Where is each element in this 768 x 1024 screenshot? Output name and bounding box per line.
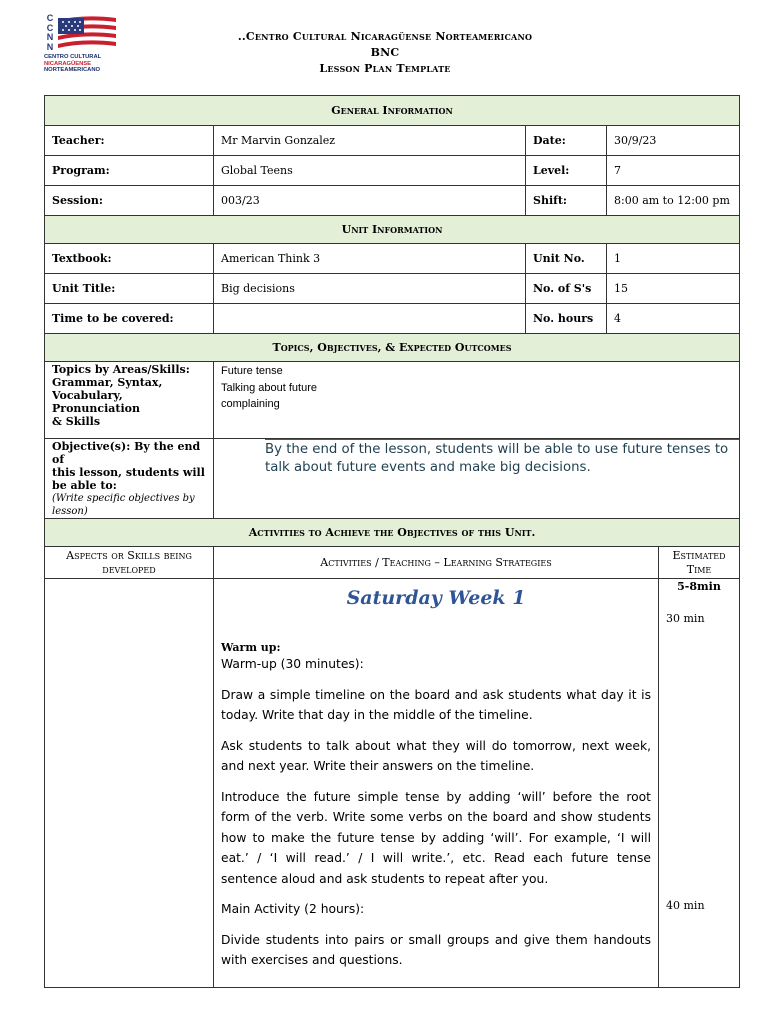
time-value: 40 min [666, 899, 705, 912]
section-unit-information: Unit Information [45, 216, 740, 244]
hours-value: 4 [607, 304, 740, 334]
lesson-plan-table [44, 95, 740, 988]
topics-list [214, 362, 740, 439]
list-item: Future tense [221, 365, 283, 377]
activity-paragraph: Introduce the future simple tense by adding ‘will’ before the root form of the verb. Write some verbs on the board and show students how to make the future tense by adding ‘will’. For example, ‘I will eat.’ / ‘I will read.’ / I will write.’, etc. Read each future tense sentence aloud and ask students to repeat after you. [221, 789, 651, 886]
shift-value: 8:00 am to 12:00 pm [607, 186, 740, 216]
header-bnc: BNC [370, 46, 400, 59]
activities-cell [214, 579, 659, 988]
logo-letters: C C N N [46, 13, 54, 52]
level-value: 7 [607, 156, 740, 186]
header-institution: ..Centro Cultural Nicaragüense Norteamericano [237, 30, 533, 43]
level-label: Level: [526, 156, 607, 186]
date-value: 30/9/23 [607, 126, 740, 156]
ccnn-logo [44, 14, 118, 78]
teacher-label: Teacher: [45, 126, 214, 156]
activity-paragraph: Ask students to talk about what they will do tomorrow, next week, and next year. Write their answers on the timeline. [221, 738, 651, 773]
col-activities-header: Activities / Teaching – Learning Strategies [214, 547, 659, 579]
textbook-label: Textbook: [45, 244, 214, 274]
topics-label: Topics by Areas/Skills: Grammar, Syntax, Vocabulary, Pronunciation & Skills [45, 362, 214, 439]
main-activity-paragraph: Divide students into pairs or small groups and give them handouts with exercises and questions. [221, 932, 651, 967]
col-aspects-header: Aspects or Skills being developed [45, 547, 214, 579]
section-topics-objectives: Topics, Objectives, & Expected Outcomes [45, 334, 740, 362]
time-covered-label: Time to be covered: [45, 304, 214, 334]
textbook-value: American Think 3 [214, 244, 526, 274]
teacher-value: Mr Marvin Gonzalez [214, 126, 526, 156]
shift-label: Shift: [526, 186, 607, 216]
objectives-note: (Write specific objectives by lesson) [52, 493, 195, 517]
list-item: Talking about future [221, 381, 318, 394]
date-label: Date: [526, 126, 607, 156]
col-time-header: Estimated Time [659, 547, 740, 579]
students-count-value: 15 [607, 274, 740, 304]
unit-title-label: Unit Title: [45, 274, 214, 304]
students-count-label: No. of S's [526, 274, 607, 304]
activity-paragraph: Draw a simple timeline on the board and ask students what day it is today. Write that day in the middle of the timeline. [221, 687, 651, 722]
time-value: 5-8min [677, 580, 721, 593]
section-activities: Activities to Achieve the Objectives of this Unit. [45, 519, 740, 547]
hours-label: No. hours [526, 304, 607, 334]
logo-caption: CENTRO CULTURAL NICARAGÜENSE NORTEAMERICANO [44, 54, 102, 74]
unit-no-label: Unit No. [526, 244, 607, 274]
aspects-cell [45, 579, 214, 988]
unit-no-value: 1 [607, 244, 740, 274]
section-general-information: General Information [45, 96, 740, 126]
list-item: complaining [221, 398, 280, 410]
time-cell [659, 579, 740, 988]
time-covered-value [214, 304, 526, 334]
warmup-label: Warm up: [221, 641, 281, 654]
header-template-title: Lesson Plan Template [319, 62, 451, 75]
program-value: Global Teens [214, 156, 526, 186]
main-activity-heading: Main Activity (2 hours): [221, 902, 365, 916]
objectives-label: Objective(s): By the end of this lesson, students will be able to: (Write specific objectives by lesson) [45, 439, 214, 519]
program-label: Program: [45, 156, 214, 186]
warmup-heading: Warm-up (30 minutes): [221, 657, 364, 671]
objective-text: By the end of the lesson, students will be able to use future tenses to talk about future events and make big decisions. [265, 439, 740, 477]
objective-cell [214, 439, 740, 519]
time-value: 30 min [666, 612, 705, 625]
unit-title-value: Big decisions [214, 274, 526, 304]
week-title: Saturday Week 1 [346, 587, 526, 609]
session-label: Session: [45, 186, 214, 216]
session-value: 003/23 [214, 186, 526, 216]
